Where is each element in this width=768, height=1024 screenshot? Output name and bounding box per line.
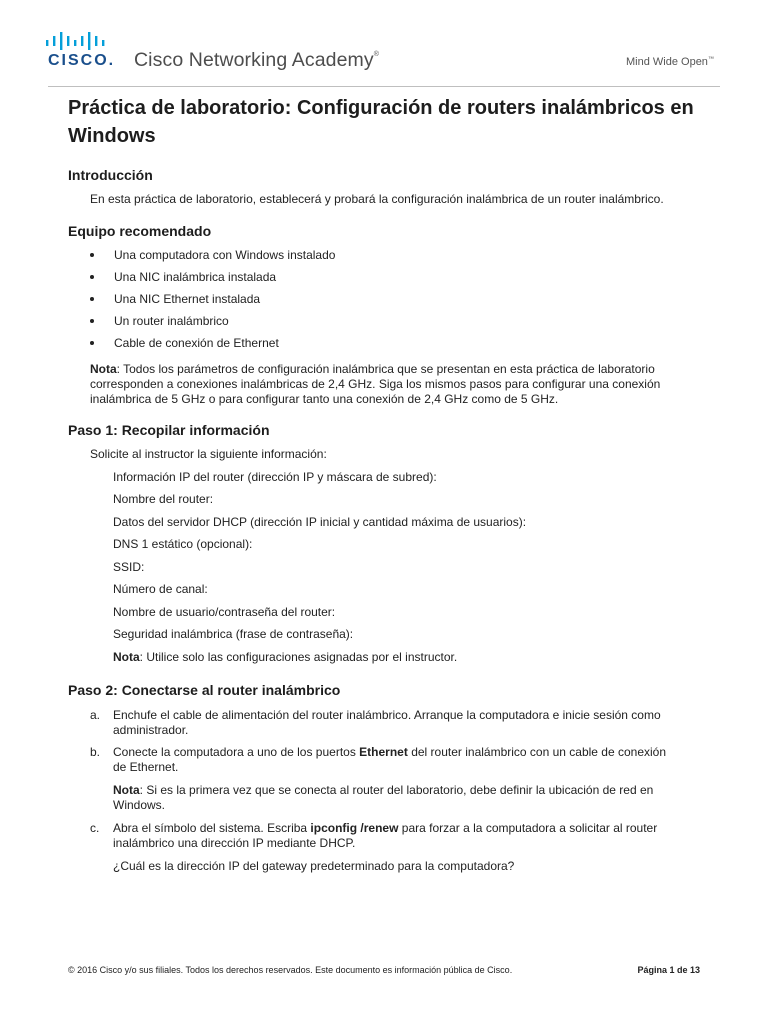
step2-b-label: b. bbox=[90, 745, 101, 759]
step1-lead: Solicite al instructor la siguiente información: bbox=[90, 447, 327, 461]
list-item: SSID: bbox=[113, 560, 145, 574]
step2-b-text: Conecte la computadora a uno de los puertos Ethernet del router inalámbrico con un cable de conexión de Ethernet. bbox=[113, 745, 667, 774]
page-number: Página 1 de 13 bbox=[637, 965, 700, 975]
equipment-heading: Equipo recomendado bbox=[68, 223, 212, 239]
page-title: Práctica de laboratorio: Configuración de routers inalámbricos en Windows bbox=[68, 97, 694, 147]
academy-name: Cisco Networking Academy® bbox=[134, 49, 380, 71]
step2-heading: Paso 2: Conectarse al router inalámbrico bbox=[68, 682, 341, 698]
list-item: Datos del servidor DHCP (dirección IP inicial y cantidad máxima de usuarios): bbox=[113, 515, 527, 529]
intro-heading: Introducción bbox=[68, 167, 153, 183]
step1-note: Nota: Utilice solo las configuraciones asignadas por el instructor. bbox=[113, 650, 458, 664]
step2-c-question: ¿Cuál es la dirección IP del gateway predeterminado para la computadora? bbox=[113, 859, 515, 873]
cisco-logo-wordmark: CISCO. bbox=[48, 52, 116, 69]
header-divider bbox=[48, 86, 720, 87]
tagline: Mind Wide Open™ bbox=[626, 56, 714, 68]
step1-heading: Paso 1: Recopilar información bbox=[68, 422, 270, 438]
step2-c-text: Abra el símbolo del sistema. Escriba ipconfig /renew para forzar a la computadora a solicitar al router inalámbrico una dirección IP mediante DHCP. bbox=[113, 821, 658, 850]
step2-b-note: Nota: Si es la primera vez que se conecta al router del laboratorio, debe definir la ubicación de red en Windows. bbox=[113, 783, 654, 812]
page-header bbox=[0, 0, 768, 86]
list-item: Nombre del router: bbox=[113, 492, 214, 506]
list-item: Nombre de usuario/contraseña del router: bbox=[113, 605, 336, 619]
step2-a-text: Enchufe el cable de alimentación del router inalámbrico. Arranque la computadora e inicie sesión como administrador. bbox=[113, 708, 661, 737]
intro-text: En esta práctica de laboratorio, establecerá y probará la configuración inalámbrica de un router inalámbrico. bbox=[90, 192, 664, 206]
step2-a-label: a. bbox=[90, 708, 101, 722]
cisco-logo-bars-icon bbox=[46, 32, 112, 50]
page-footer bbox=[68, 965, 708, 975]
footer-copyright: © 2016 Cisco y/o sus filiales. Todos los derechos reservados. Este documento es información pública de Cisco. bbox=[68, 965, 513, 975]
list-item: Número de canal: bbox=[113, 582, 208, 596]
list-item: DNS 1 estático (opcional): bbox=[113, 537, 253, 551]
step2-c-label: c. bbox=[90, 821, 100, 835]
equipment-note: Nota: Todos los parámetros de configuración inalámbrica que se presentan en esta práctica de laboratorio corresponden a conexiones inalámbricas de 2,4 GHz. Siga los mismos pasos para configurar una conexión inalámbrica de 5 GHz o para configurar tanto una conexión de 2,4 GHz como de 5 GHz. bbox=[90, 362, 661, 406]
list-item: Seguridad inalámbrica (frase de contraseña): bbox=[113, 627, 354, 641]
list-item: Información IP del router (dirección IP y máscara de subred): bbox=[113, 470, 437, 484]
